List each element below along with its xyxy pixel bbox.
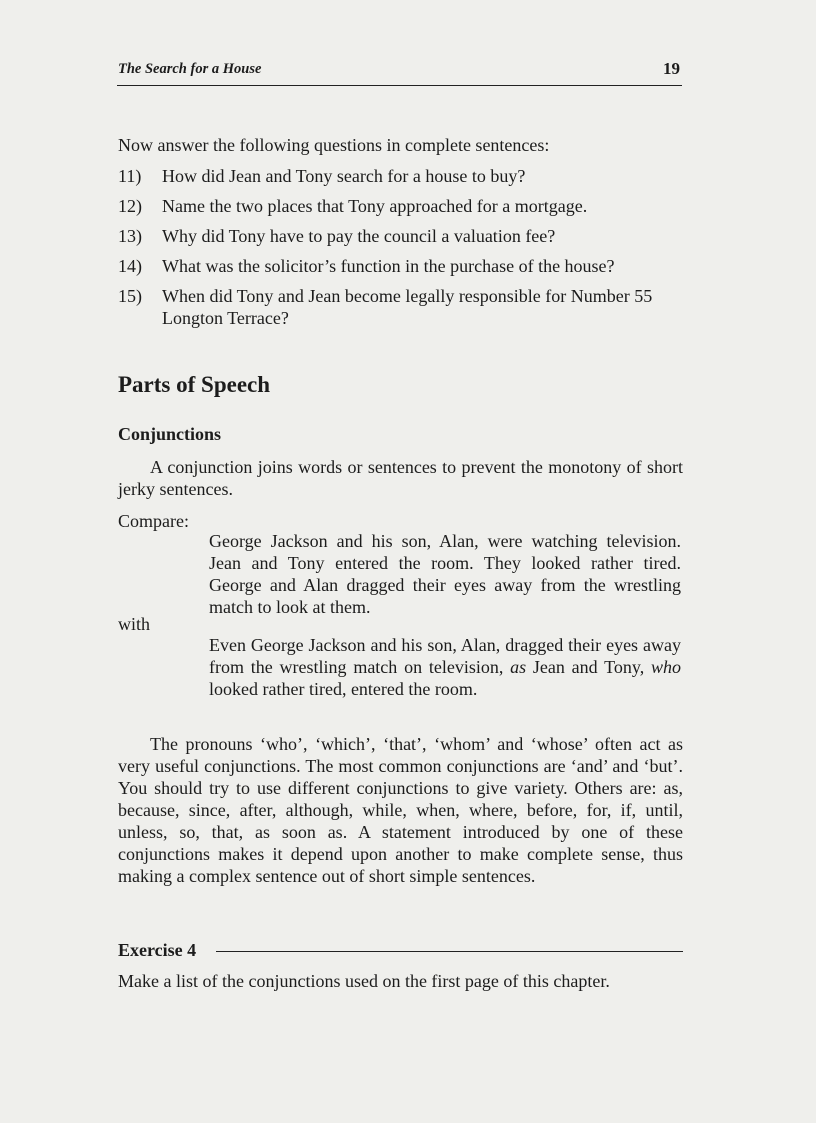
- question-number: 14): [118, 256, 142, 276]
- exercise-heading: [118, 939, 683, 963]
- subheading: Conjunctions: [118, 424, 222, 444]
- with-label: with: [118, 614, 151, 634]
- question-number: 11): [118, 166, 142, 186]
- question-item: [118, 225, 683, 247]
- question-number: 13): [118, 226, 142, 246]
- question-number: 15): [118, 286, 142, 306]
- question-text: What was the solicitor’s function in the purchase of the house?: [162, 256, 615, 276]
- question-text: Name the two places that Tony approached for a mortgage.: [162, 196, 588, 216]
- compare-label: Compare:: [118, 511, 189, 531]
- page-number: 19: [663, 59, 680, 78]
- definition-paragraph: A conjunction joins words or sentences to prevent the monotony of short jerky sentences.: [118, 457, 683, 499]
- question-list: [118, 165, 683, 337]
- question-item: [118, 255, 683, 277]
- question-text: How did Jean and Tony search for a house to buy?: [162, 166, 526, 186]
- example-after-emphasis-who: who: [650, 657, 681, 677]
- example-after: [209, 634, 681, 700]
- example-after-part2: Jean and Tony,: [532, 657, 645, 677]
- question-text: Why did Tony have to pay the council a valuation fee?: [162, 226, 556, 246]
- question-item: [118, 165, 683, 187]
- question-text: When did Tony and Jean become legally responsible for Number 55 Longton Terrace?: [162, 286, 653, 328]
- exercise-rule: [216, 951, 683, 952]
- section-heading: Parts of Speech: [118, 372, 271, 397]
- questions-intro: Now answer the following questions in complete sentences:: [118, 135, 550, 155]
- example-before: George Jackson and his son, Alan, were watching television. Jean and Tony entered the room. They looked rather tired. George and Alan dragged their eyes away from the wrestling match to look at them.: [209, 531, 681, 617]
- question-item: [118, 195, 683, 217]
- explanation-paragraph: The pronouns ‘who’, ‘which’, ‘that’, ‘whom’ and ‘whose’ often act as very useful conjunctions. The most common conjunctions are ‘and’ and ‘but’. You should try to use different conjunctions to give variety. Others are: as, because, since, after, although, while, when, where, before, for, if, until, unless, so, that, as soon as. A statement introduced by one of these conjunctions makes it depend upon another to make complete sense, thus making a complex sentence out of short simple sentences.: [118, 734, 683, 886]
- example-after-emphasis-as: as: [510, 657, 527, 677]
- example-after-part1: Even George Jackson and his son, Alan, dragged their eyes away from the wrestling match on television,: [209, 635, 681, 677]
- exercise-instruction: Make a list of the conjunctions used on the first page of this chapter.: [118, 971, 610, 991]
- question-item: [118, 285, 683, 329]
- exercise-title: Exercise 4: [118, 940, 197, 960]
- running-head: [117, 59, 682, 86]
- question-number: 12): [118, 196, 142, 216]
- example-after-part3: looked rather tired, entered the room.: [209, 679, 478, 699]
- running-title: The Search for a House: [118, 61, 262, 77]
